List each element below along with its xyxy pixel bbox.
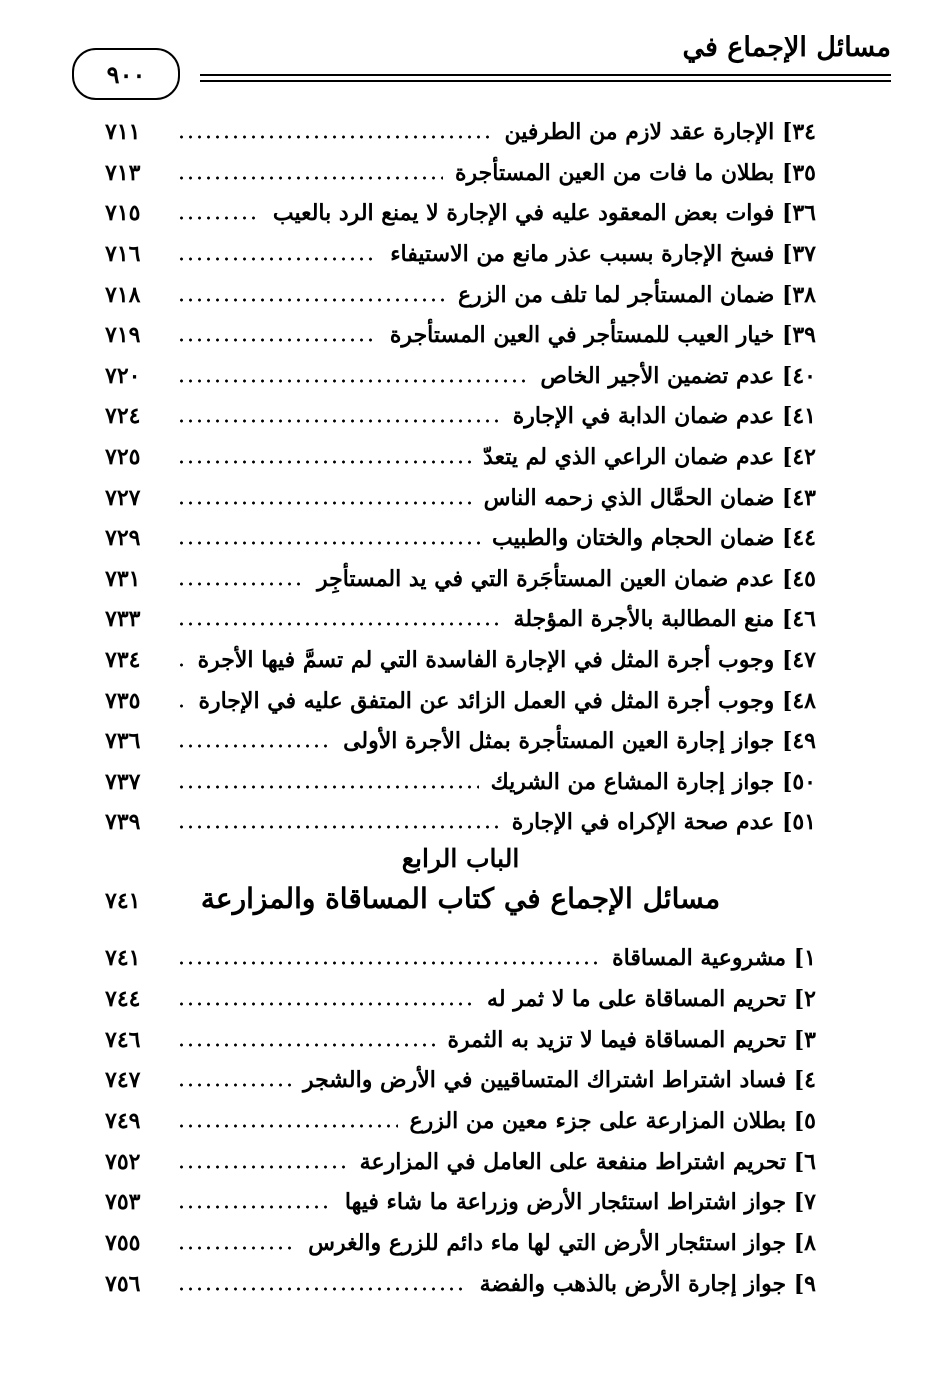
toc-entry-page: ٧٢٩ bbox=[105, 525, 141, 552]
leader-dots bbox=[177, 1165, 348, 1169]
toc-entry-title: ٣٧] فسخ الإجارة بسبب عذر مانع من الاستيفاء bbox=[390, 241, 816, 268]
toc-entry-page: ٧١٥ bbox=[105, 200, 141, 227]
toc-entry-title: ٣٩] خيار العيب للمستأجر في العين المستأجرة bbox=[389, 322, 816, 349]
toc-entry-title: ٢] تحريم المساقاة على ما لا ثمر له bbox=[487, 986, 816, 1013]
toc-entry bbox=[105, 1101, 816, 1142]
toc-entry-page: ٧٣٧ bbox=[105, 768, 141, 795]
toc-entry-title: ٣٨] ضمان المستأجر لما تلف من الزرع bbox=[457, 281, 816, 308]
toc-entry-title: ٣] تحريم المساقاة فيما لا تزيد به الثمرة bbox=[447, 1026, 816, 1053]
toc-entry-page: ٧٤١ bbox=[105, 945, 141, 972]
toc-entry-page: ٧١١ bbox=[105, 119, 141, 146]
toc-entry bbox=[105, 153, 816, 194]
toc-entry bbox=[105, 938, 816, 979]
leader-dots bbox=[177, 216, 261, 220]
toc-entry bbox=[105, 1060, 816, 1101]
toc-entry-title: ٤٠] عدم تضمين الأجير الخاص bbox=[540, 362, 816, 389]
leader-dots bbox=[177, 541, 480, 545]
leader-dots bbox=[177, 744, 331, 748]
toc-entry-page: ٧١٨ bbox=[105, 281, 141, 308]
toc-entry bbox=[105, 274, 816, 315]
toc-entry-page: ٧١٩ bbox=[105, 322, 141, 349]
leader-dots bbox=[177, 135, 493, 139]
toc-entry-title: ٤٨] وجوب أجرة المثل في العمل الزائد عن المتفق عليه في الإجارة bbox=[198, 687, 816, 714]
leader-dots bbox=[177, 379, 528, 383]
toc-entry bbox=[105, 477, 816, 518]
toc-entry bbox=[105, 979, 816, 1020]
toc-entry bbox=[105, 1141, 816, 1182]
toc-entry bbox=[105, 802, 816, 843]
toc-entry-page: ٧٢٤ bbox=[105, 403, 141, 430]
toc-entry bbox=[105, 518, 816, 559]
toc-entry-title: ٤٣] ضمان الحمَّال الذي زحمه الناس bbox=[483, 484, 816, 511]
toc-entry bbox=[105, 396, 816, 437]
leader-dots bbox=[177, 1246, 296, 1250]
toc-entry-title: ٥] بطلان المزارعة على جزء معين من الزرع bbox=[409, 1108, 816, 1135]
toc-entry-page: ٧٥٣ bbox=[105, 1189, 141, 1216]
leader-dots bbox=[177, 1083, 291, 1087]
chapter-title: مسائل الإجماع في كتاب المساقاة والمزارعة bbox=[200, 882, 721, 915]
toc-entry bbox=[105, 762, 816, 803]
toc-entry-page: ٧٤٦ bbox=[105, 1026, 141, 1053]
toc-entry-title: ٣٤] الإجارة عقد لازم من الطرفين bbox=[504, 119, 816, 146]
leader-dots bbox=[177, 1043, 435, 1047]
leader-dots bbox=[177, 825, 500, 829]
toc-entry bbox=[105, 680, 816, 721]
leader-dots bbox=[177, 582, 305, 586]
toc-entry-title: ٨] جواز استئجار الأرض التي لها ماء دائم للزرع والغرس bbox=[308, 1230, 816, 1257]
toc-list-first bbox=[105, 112, 816, 843]
toc-entry bbox=[105, 599, 816, 640]
header-rule-top bbox=[200, 74, 891, 76]
toc-entry-page: ٧٥٥ bbox=[105, 1230, 141, 1257]
toc-entry-title: ٣٥] بطلان ما فات من العين المستأجرة bbox=[455, 159, 816, 186]
toc-list-second bbox=[105, 938, 816, 1304]
toc-entry-page: ٧٤٧ bbox=[105, 1067, 141, 1094]
toc-entry-title: ٣٦] فوات بعض المعقود عليه في الإجارة لا يمنع الرد بالعيب bbox=[272, 200, 816, 227]
toc-entry-title: ٤١] عدم ضمان الدابة في الإجارة bbox=[512, 403, 816, 430]
toc-entry-title: ٤٤] ضمان الحجام والختان والطبيب bbox=[492, 525, 816, 552]
toc-entry bbox=[105, 193, 816, 234]
toc-entry-title: ٤] فساد اشتراط اشتراك المتساقيين في الأرض والشجر bbox=[302, 1067, 816, 1094]
toc-entry-page: ٧٣٥ bbox=[105, 687, 141, 714]
toc-entry-page: ٧٣٦ bbox=[105, 728, 141, 755]
chapter-heading bbox=[105, 840, 816, 930]
toc-entry-title: ١] مشروعية المساقاة bbox=[612, 945, 816, 972]
toc-entry-title: ٤٥] عدم ضمان العين المستأجَرة التي في يد المستأجِر bbox=[316, 565, 816, 592]
leader-dots bbox=[177, 298, 446, 302]
chapter-page: ٧٤١ bbox=[105, 888, 141, 914]
toc-entry-title: ٥٠] جواز إجارة المشاع من الشريك bbox=[490, 768, 816, 795]
page-number: ٩٠٠ bbox=[72, 48, 180, 100]
toc-entry-page: ٧٣١ bbox=[105, 565, 141, 592]
leader-dots bbox=[177, 501, 472, 505]
toc-entry-page: ٧٤٤ bbox=[105, 986, 141, 1013]
chapter-name: الباب الرابع bbox=[401, 844, 520, 873]
toc-entry-page: ٧٢٧ bbox=[105, 484, 141, 511]
toc-entry-page: ٧٣٩ bbox=[105, 809, 141, 836]
header-rule-bottom bbox=[200, 80, 891, 82]
leader-dots bbox=[177, 1124, 398, 1128]
leader-dots bbox=[177, 338, 378, 342]
toc-entry-title: ٩] جواز إجارة الأرض بالذهب والفضة bbox=[479, 1270, 816, 1297]
toc-entry bbox=[105, 559, 816, 600]
leader-dots bbox=[177, 704, 186, 708]
leader-dots bbox=[177, 176, 443, 180]
leader-dots bbox=[177, 961, 600, 965]
toc-entry-title: ٤٧] وجوب أجرة المثل في الإجارة الفاسدة التي لم تسمَّ فيها الأجرة bbox=[197, 647, 816, 674]
toc-entry-page: ٧٣٤ bbox=[105, 647, 141, 674]
toc-entry-page: ٧٣٣ bbox=[105, 606, 141, 633]
toc-entry-title: ٦] تحريم اشتراط منفعة على العامل في المزارعة bbox=[359, 1148, 816, 1175]
toc-entry bbox=[105, 1019, 816, 1060]
toc-entry bbox=[105, 640, 816, 681]
leader-dots bbox=[177, 785, 479, 789]
toc-entry bbox=[105, 1223, 816, 1264]
toc-entry-title: ٥١] عدم صحة الإكراه في الإجارة bbox=[511, 809, 816, 836]
toc-entry-title: ٤٩] جواز إجارة العين المستأجرة بمثل الأجرة الأولى bbox=[343, 728, 816, 755]
toc-entry bbox=[105, 234, 816, 275]
leader-dots bbox=[177, 1002, 475, 1006]
toc-entry bbox=[105, 315, 816, 356]
toc-entry-title: ٤٦] منع المطالبة بالأجرة المؤجلة bbox=[513, 606, 816, 633]
page-header bbox=[60, 18, 891, 88]
toc-entry-page: ٧٢٠ bbox=[105, 362, 141, 389]
leader-dots bbox=[177, 1287, 468, 1291]
toc-entry-page: ٧١٣ bbox=[105, 159, 141, 186]
toc-entry bbox=[105, 1264, 816, 1305]
leader-dots bbox=[177, 663, 186, 667]
leader-dots bbox=[177, 1205, 333, 1209]
toc-entry-page: ٧٥٦ bbox=[105, 1270, 141, 1297]
toc-entry-page: ٧٥٢ bbox=[105, 1148, 141, 1175]
leader-dots bbox=[177, 460, 471, 464]
leader-dots bbox=[177, 622, 502, 626]
leader-dots bbox=[177, 419, 501, 423]
toc-entry bbox=[105, 437, 816, 478]
toc-entry-page: ٧١٦ bbox=[105, 241, 141, 268]
running-title: مسائل الإجماع في bbox=[682, 32, 891, 63]
toc-entry bbox=[105, 112, 816, 153]
toc-entry-title: ٤٢] عدم ضمان الراعي الذي لم يتعدّ bbox=[483, 444, 816, 471]
toc-entry bbox=[105, 356, 816, 397]
toc-entry bbox=[105, 721, 816, 762]
toc-entry-page: ٧٢٥ bbox=[105, 444, 141, 471]
leader-dots bbox=[177, 257, 378, 261]
toc-entry bbox=[105, 1182, 816, 1223]
toc-entry-title: ٧] جواز اشتراط استئجار الأرض وزراعة ما شاء فيها bbox=[344, 1189, 816, 1216]
toc-entry-page: ٧٤٩ bbox=[105, 1108, 141, 1135]
